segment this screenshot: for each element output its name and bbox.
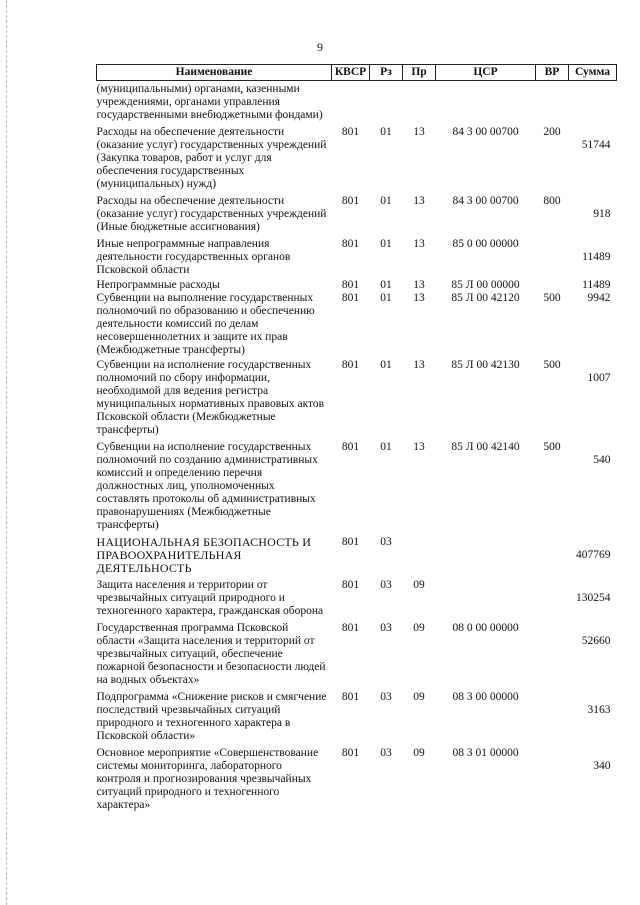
row-name: Расходы на обеспечение деятельности (оказание услуг) государственных учреждений (Иные бюджетные ассигнования) (96, 195, 327, 233)
row-pr: 13 (413, 359, 425, 371)
table-row (97, 534, 617, 577)
table-row (97, 193, 617, 236)
row-sum: 11489 (582, 279, 611, 291)
table-row (97, 292, 617, 357)
row-pr: 09 (413, 622, 425, 634)
row-name: Иные непрограммные направления деятельности государственных органов Псковской области (96, 238, 291, 276)
table-row (97, 236, 617, 279)
row-sum: 340 (593, 760, 611, 772)
page-edge (6, 0, 8, 905)
row-csr: 84 3 00 00700 (452, 126, 519, 138)
row-csr: 08 0 00 00000 (452, 622, 519, 634)
table-row (97, 439, 617, 534)
row-pr: 13 (413, 279, 425, 291)
table-row (97, 124, 617, 193)
header-name: Наименование (97, 65, 332, 81)
row-name: Субвенции на исполнение государственных полномочий по сбору информации, необходимой для ведения регистра муниципальных нормативных правовых актов Псковской области (Межбюджетные трансферты) (96, 359, 325, 436)
table-header-row (97, 65, 617, 81)
row-vr: 500 (543, 292, 561, 304)
table-row (97, 689, 617, 745)
row-sum: 3163 (587, 704, 611, 716)
row-pr: 13 (413, 238, 425, 250)
row-name: Непрограммные расходы (96, 279, 220, 291)
row-vr: 500 (543, 359, 561, 371)
row-csr (436, 577, 536, 620)
row-vr (536, 620, 569, 689)
table-row (97, 279, 617, 292)
row-vr (536, 689, 569, 745)
row-pr: 13 (413, 441, 425, 453)
row-pr: 13 (413, 126, 425, 138)
row-kvsr: 801 (341, 126, 360, 138)
row-rz: 03 (380, 691, 392, 703)
header-kvsr: КВСР (332, 65, 370, 81)
row-kvsr: 801 (341, 441, 360, 453)
row-kvsr: 801 (341, 238, 360, 250)
row-vr (536, 534, 569, 577)
row-rz (370, 81, 403, 125)
table-row (97, 745, 617, 814)
page-number: 9 (317, 40, 323, 54)
row-vr: 200 (543, 126, 561, 138)
row-sum: 1007 (587, 372, 611, 384)
row-sum: 130254 (576, 592, 611, 604)
row-name: Основное мероприятие «Совершенствование системы мониторинга, лабораторного контроля и прогнозирования чрезвычайных ситуаций природного и техногенного характера» (96, 747, 319, 811)
row-rz: 01 (380, 441, 392, 453)
row-kvsr (332, 81, 370, 125)
row-kvsr: 801 (341, 579, 360, 591)
row-vr (536, 577, 569, 620)
row-rz: 03 (380, 747, 392, 759)
row-sum: 407769 (576, 549, 611, 561)
row-pr: 13 (413, 292, 425, 304)
row-name: Субвенции на выполнение государственных полномочий по образованию и обеспечению деятельности комиссий по делам несовершеннолетних и защите их прав (Межбюджетные трансферты) (96, 292, 315, 356)
header-rz: Рз (370, 65, 403, 81)
row-kvsr: 801 (341, 359, 360, 371)
row-pr: 09 (413, 691, 425, 703)
row-pr: 09 (413, 579, 425, 591)
row-csr (436, 534, 536, 577)
row-csr: 85 Л 00 42140 (451, 441, 520, 453)
row-vr (536, 81, 569, 125)
row-csr (436, 81, 536, 125)
row-csr: 85 0 00 00000 (452, 238, 519, 250)
row-kvsr: 801 (341, 536, 360, 548)
header-sum: Сумма (569, 65, 617, 81)
row-rz: 03 (380, 536, 392, 548)
row-csr: 08 3 00 00000 (452, 691, 519, 703)
row-name: (муниципальными) органами, казенными учреждениями, органами управления государственными внебюджетными фондами) (96, 83, 323, 121)
row-rz: 01 (380, 238, 392, 250)
row-csr: 85 Л 00 42120 (451, 292, 520, 304)
row-kvsr: 801 (341, 622, 360, 634)
row-csr: 84 3 00 00700 (452, 195, 519, 207)
row-rz: 01 (380, 359, 392, 371)
row-pr: 09 (413, 747, 425, 759)
table-row (97, 577, 617, 620)
table-row (97, 81, 617, 125)
row-vr: 800 (543, 195, 561, 207)
table-row (97, 620, 617, 689)
row-kvsr: 801 (341, 691, 360, 703)
row-sum: 52660 (581, 635, 611, 647)
row-csr: 85 Л 00 42130 (451, 359, 520, 371)
table-row (97, 357, 617, 439)
row-vr (536, 236, 569, 279)
row-vr (536, 279, 569, 292)
header-pr: Пр (403, 65, 436, 81)
row-csr: 85 Л 00 00000 (451, 279, 520, 291)
row-pr (403, 534, 436, 577)
row-kvsr: 801 (341, 279, 360, 291)
row-name: Расходы на обеспечение деятельности (оказание услуг) государственных учреждений (Закупка товаров, работ и услуг для обеспечения государственных (муниципальных) нужд) (96, 126, 327, 190)
row-name: Государственная программа Псковской области «Защита населения и территорий от чрезвычайных ситуаций, обеспечение пожарной безопасности и безопасности людей на водных объектах» (96, 622, 326, 686)
row-csr: 08 3 01 00000 (452, 747, 519, 759)
budget-table (96, 64, 617, 814)
row-name: Субвенции на исполнение государственных полномочий по созданию административных комиссий и определению перечня должностных лиц, уполномоченных составлять протоколы об административных правонарушениях (Межбюджетные трансферты) (96, 441, 318, 531)
row-name: Защита населения и территории от чрезвычайных ситуаций природного и техногенного характера, гражданская оборона (96, 579, 324, 617)
header-csr: ЦСР (436, 65, 536, 81)
row-rz: 01 (380, 279, 392, 291)
row-sum (569, 81, 617, 125)
row-rz: 01 (380, 126, 392, 138)
row-rz: 03 (380, 579, 392, 591)
row-rz: 01 (380, 292, 392, 304)
row-pr (403, 81, 436, 125)
row-vr (536, 745, 569, 814)
row-kvsr: 801 (341, 292, 360, 304)
row-name: Подпрограмма «Снижение рисков и смягчение последствий чрезвычайных ситуаций природного и техногенного характера в Псковской области» (96, 691, 327, 742)
row-rz: 03 (380, 622, 392, 634)
row-name: НАЦИОНАЛЬНАЯ БЕЗОПАСНОСТЬ И ПРАВООХРАНИТЕЛЬНАЯ ДЕЯТЕЛЬНОСТЬ (96, 535, 312, 575)
row-sum: 11489 (582, 251, 611, 263)
row-kvsr: 801 (341, 195, 360, 207)
row-sum: 51744 (581, 139, 611, 151)
row-pr: 13 (413, 195, 425, 207)
header-vr: ВР (536, 65, 569, 81)
row-rz: 01 (380, 195, 392, 207)
row-sum: 9942 (587, 292, 611, 304)
row-vr: 500 (543, 441, 561, 453)
row-sum: 918 (593, 208, 611, 220)
row-sum: 540 (593, 454, 611, 466)
row-kvsr: 801 (341, 747, 360, 759)
